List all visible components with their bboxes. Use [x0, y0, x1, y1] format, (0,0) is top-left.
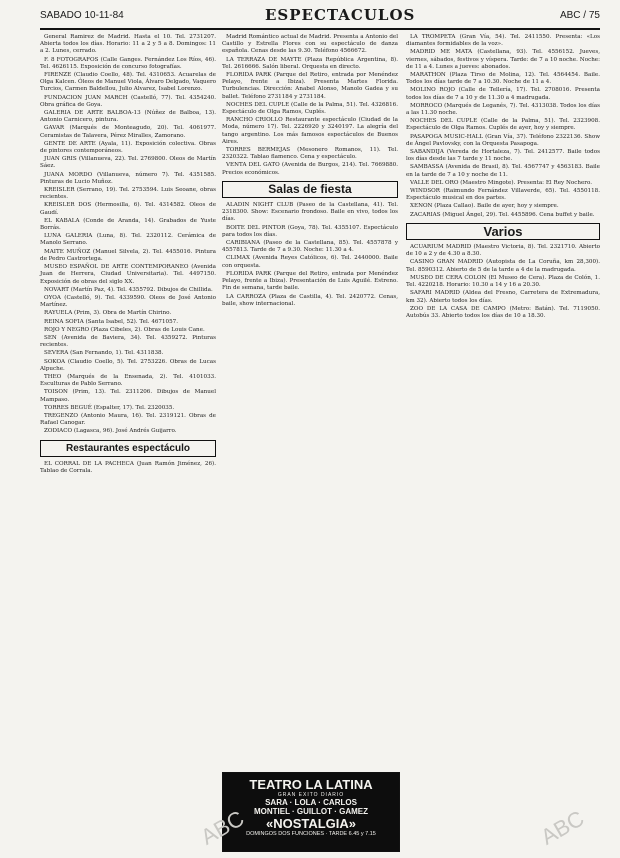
listing: NOVART (Martín Paz, 4). Tel. 4355792. Dibujos de Chillida.: [44, 286, 213, 293]
ad-show-title: «NOSTALGIA»: [265, 816, 357, 831]
restaurants-heading: Restaurantes espectáculo: [40, 440, 216, 457]
listing: GALERIA DE ARTE BALBOA-13 (Núñez de Balboa, 13). Antonio Carnicero, pintura.: [40, 110, 216, 124]
listing: GENTE DE ARTE (Ayala, 11). Exposición colectiva. Obras de pintores contemporáneos.: [40, 140, 216, 155]
listing: ACUARIUM MADRID (Maestro Victoria, 8). Tel. 2321710. Abierto de 10 a 2 y de 4.30 a 8.30.: [406, 244, 600, 258]
listing: SABANDIJA (Vereda de Hortaleza, 7). Tel. 2412577. Baile todos los días desde las 7 tarde y 11 noche.: [406, 149, 600, 163]
listing: TOISON (Prim, 13). Tel. 2311206. Dibujos de Manuel Mampaso.: [40, 389, 216, 403]
ad-cast-first: SARA · LOLA · CARLOS: [265, 798, 357, 807]
listing: ALADIN NIGHT CLUB (Paseo de la Castellana, 41). Tel. 2318300. Show: Escenario frondoso. Baile en vivo, todos los días.: [222, 202, 398, 223]
listing: TORRES BERMEJAS (Mesonero Romanos, 11). Tel. 2320322. Tablao flamenco. Cena y espectáculo.: [222, 147, 398, 161]
issue-date: SABADO 10-11-84: [40, 10, 124, 21]
listing: ZOO DE LA CASA DE CAMPO (Metro: Batán). Tel. 7119050. Autobús 33. Abierto todos los días de 10 a 18.30.: [406, 305, 600, 319]
listing: LA TROMPETA (Gran Vía, 54). Tel. 2411550. Presenta: «Los diamantes formidables de la voz».: [406, 34, 600, 48]
ad-schedule: DOMINGOS DOS FUNCIONES · TARDE 6.45 y 7.15: [246, 831, 376, 837]
listing: LA CARROZA (Plaza de Castilla, 4). Tel. 2420772. Cenas, baile, show internacional.: [222, 293, 398, 307]
ad-tagline: GRAN EXITO DIARIO: [277, 792, 345, 798]
page-number: ABC / 75: [559, 10, 600, 21]
listing: VENTA DEL GATO (Avenida de Burgos, 214). Tel. 7669880. Precios económicos.: [222, 162, 398, 176]
column-2: [222, 34, 398, 309]
theater-ad: [222, 772, 400, 852]
listing: XENON (Plaza Callao). Baile de ayer, hoy y siempre.: [410, 203, 559, 210]
listing: MARATHON (Plaza Tirso de Molina, 12). Tel. 4564454. Baile. Todos los días tarde de 7 a 10.30. Noche de 11 a 4.: [406, 72, 600, 86]
listing: LA TERRAZA DE MAYTE (Plaza República Argentina, 8). Tel. 2616666. Salón liberal. Orquesta en directo.: [222, 56, 398, 70]
abc-watermark: ABC: [536, 805, 589, 850]
page-header: [40, 6, 600, 30]
column-3: [406, 34, 600, 321]
listing: EL CORRAL DE LA PACHECA (Juan Ramón Jiménez, 26). Tablao de Corrala.: [40, 460, 216, 474]
listing: FUNDACION JUAN MARCH (Castelló, 77). Tel. 4354240. Obra gráfica de Goya.: [40, 94, 216, 108]
listing: FIRENZE (Claudio Coello, 48). Tel. 4310653. Acuarelas de Olga Kalcen. Óleos de Manuel Viola, Álvaro Delgado, Vaquero Turcios, Carmen Baldellou, Julio Alvarez, Isabel Lorenzo.: [40, 72, 216, 93]
listing: MORROCO (Marqués de Leganés, 7). Tel. 4313038. Todos los días a las 11.30 noche.: [406, 102, 600, 117]
listing: TREGENZO (Antonio Maura, 16). Tel. 2319121. Obras de Rafael Canogar.: [40, 412, 216, 427]
listing: SAMBASSA (Avenida de Brasil, 8). Tel. 4567747 y 4563183. Baile en la tarde de 7 a 10 y noche de 11.: [406, 164, 600, 178]
listing: NOCHES DEL CUPLE (Calle de la Palma, 51). Tel. 4326816. Espectáculo de Olga Ramos, Cuplés.: [222, 101, 398, 116]
listing: TORRES BEGUÉ (Espalter, 17). Tel. 2320035.: [44, 404, 175, 411]
listing: KREISLER (Serrano, 19). Tel. 2753594. Luis Seoane, obras recientes.: [40, 187, 216, 201]
listing: FLORIDA PARK (Parque del Retiro, entrada por Menéndez Pelayo, frente a Ibiza). Presenta Martes Florida. Turbulencias. Dirección: Anabel Alonso, Manolo Gadea y su ballet. Teléfono 2731184 y 2731184.: [222, 72, 398, 100]
listing: ZODIACO (Lagasca, 96). José Andrés Guijarro.: [44, 428, 177, 435]
listing: FLORIDA PARK (Parque del Retiro, entrada por Menéndez Pelayo, frente a Ibiza). Presentación de Luis Aguilé. Estreno. Fin de semana, tarde baile.: [222, 270, 398, 292]
salas-heading: Salas de fiesta: [222, 181, 398, 198]
section-title: ESPECTACULOS: [265, 6, 416, 24]
ad-theater-name: TEATRO LA LATINA: [249, 777, 373, 792]
listing: CASINO GRAN MADRID (Autopista de La Coruña, km 28,300). Tel. 8590312. Abierto de 5 de la tarde a 4 de la madrugada.: [406, 259, 600, 273]
listing: KREISLER DOS (Hermosilla, 6). Tel. 4314582. Oleos de Gaudí.: [40, 202, 216, 216]
column-1: [40, 34, 216, 476]
listing: CARIBIANA (Paseo de la Castellana, 85). Tel. 4557878 y 4557813. Tarde de 7 a 9.30. Noche: 11.30 a 4.: [222, 240, 398, 254]
listing: MOLINO ROJO (Calle de Tellería, 17). Tel. 2708016. Presenta todos los días de 7 a 10 y de 11.30 a 4 madrugada.: [406, 87, 600, 101]
listing: F. 8 FOTOGRAFOS (Calle Ganges. Fernández Los Ríos, 46). Tel. 4626115. Exposición de concurso fotografías.: [40, 56, 216, 70]
listing: MADRID ME MATA (Castellana, 93). Tel. 4556152. Jueves, viernes, sábados, festivos y víspera. Tarde: de 7 a 10 noche. Noche: de 11 a 4. Lunes a jueves: abonados.: [406, 49, 600, 70]
listing: LUNA GALERIA (Luna, 8). Tel. 2320112. Cerámica de Manolo Serrano.: [40, 233, 216, 247]
listing: VALLE DEL ORO (Maestro Mingote). Presenta: El Rey Nochero.: [410, 179, 592, 186]
listing: ROJO Y NEGRO (Plaza Cibeles, 2). Obras de Louis Cane.: [44, 326, 205, 333]
listing: ZACARIAS (Miguel Ángel, 29). Tel. 4455896. Cena buffet y baile.: [410, 211, 595, 218]
varios-heading: Varios: [406, 223, 600, 240]
listing: NOCHES DEL CUPLE (Calle de la Palma, 51). Tel. 2323908. Espectáculo de Olga Ramos. Cuplés de ayer, hoy y siempre.: [406, 118, 600, 132]
listing: General Ramirez de Madrid. Hasta el 10. Tel. 2731207. Abierta todos los días. Horario: 11 a 2 y 5 a 8. Domingos: 11 a 2. Lunes, cerrado.: [40, 34, 216, 55]
listing: PASAPOGA MUSIC-HALL (Gran Vía, 37). Teléfono 2322136. Show de Ángel Pavlovsky, con la Orquesta Pasapoga.: [406, 133, 600, 147]
listing: SAFARI MADRID (Aldea del Fresno, Carretera de Extremadura, km 32). Abierto todos los días.: [406, 290, 600, 304]
listing: WINDSOR (Raimundo Fernández Villaverde, 65). Tel. 4550118. Espectáculo musical en dos partes.: [406, 188, 600, 202]
ad-cast-last: MONTIEL · GUILLOT · GAMEZ: [253, 807, 369, 816]
listing: RANCHO CRIOLLO Restaurante espectáculo (Ciudad de la Moda, número 17). Tel. 2226920 y 3240197. La alegría del tango argentino. Los más famosos espectáculos de Buenos Aires.: [222, 117, 398, 145]
listing: SOKOA (Claudio Coello, 5). Tel. 2753226. Obras de Lucas Alpuche.: [40, 358, 216, 372]
listing: JUAN GRIS (Villanueva, 22). Tel. 2769800. Oleos de Martín Sáez.: [40, 156, 216, 170]
listing: GAVAR (Marqués de Monteagudo, 20). Tel. 4061977. Ceramistas de Talavera, Pérez Miralles, Zamorano.: [40, 125, 216, 139]
abc-watermark: ABC: [196, 805, 249, 850]
listing: MAITE MUÑOZ (Manuel Silvela, 2). Tel. 4455016. Pintura de Pedro Castrortega.: [40, 248, 216, 262]
listing: CLIMAX (Avenida Reyes Católicos, 6). Tel. 2440000. Baile con orquesta.: [222, 255, 398, 269]
listing: THEO (Marqués de la Ensenada, 2). Tel. 4101033. Esculturas de Pablo Serrano.: [40, 373, 216, 388]
listing: SEN (Avenida de Baviera, 34). Tel. 4359272. Pinturas recientes.: [40, 334, 216, 349]
listing: MUSEO DE CERA COLON (El Museo de Cera). Plaza de Colón, 1. Tel. 4220218. Horario: 10.30 a 14 y 16 a 20.30.: [406, 274, 600, 289]
listing: JUANA MORDO (Villanueva, número 7). Tel. 4351585. Pinturas de Lucio Muñoz.: [40, 171, 216, 185]
listing: BOITE DEL PINTOR (Goya, 78). Tel. 4355107. Espectáculo para todos los días.: [222, 224, 398, 238]
listing: OYOA (Castelló, 9). Tel. 4339590. Oleos de José Antonio Martínez.: [40, 294, 216, 309]
listing: MUSEO ESPAÑOL DE ARTE CONTEMPORANEO (Avenida Juan de Herrera, Ciudad Universitaria). Tel. 4497150. Exposición de obras del siglo XX.: [40, 264, 216, 285]
listing: RAYUELA (Prim, 3). Obra de Martín Chirino.: [44, 310, 172, 317]
listing: EL KABALA (Conde de Aranda, 14). Grabados de Yuste Borrás.: [40, 217, 216, 232]
listing: REINA SOFIA (Santa Isabel, 52). Tel. 4671057.: [44, 318, 179, 325]
listing: SEVERA (San Fernando, 1). Tel. 4311838.: [44, 350, 164, 357]
listing: Madrid Romántico actual de Madrid. Presenta a Antonio del Castillo y Estrella Flores con su espectáculo de danza española. Cenas desde las 9.30. Teléfono 4566672.: [222, 34, 398, 55]
